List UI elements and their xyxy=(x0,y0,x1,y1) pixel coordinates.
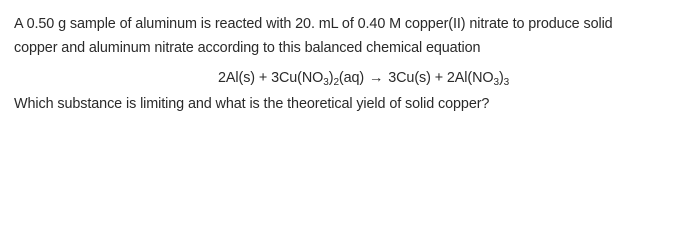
equation-products: 3Cu(s) + 2Al(NO xyxy=(388,70,494,86)
equation-reactants: 2Al(s) + 3Cu(NO xyxy=(218,70,324,86)
problem-line-1: A 0.50 g sample of aluminum is reacted with 20. mL of 0.40 M copper(II) nitrate to produce solid xyxy=(14,16,613,32)
subscript: 2 xyxy=(333,77,339,88)
equation-paren: ) xyxy=(498,70,504,86)
question-line: Which substance is limiting and what is the theoretical yield of solid copper? xyxy=(14,96,490,112)
subscript: 3 xyxy=(323,77,329,88)
problem-line-2: copper and aluminum nitrate according to this balanced chemical equation xyxy=(14,40,481,56)
subscript: 3 xyxy=(503,77,510,88)
equation-state: (aq) xyxy=(338,70,365,86)
balanced-equation xyxy=(218,68,509,88)
subscript: 3 xyxy=(493,77,499,88)
equation-paren: ) xyxy=(328,70,334,86)
reaction-arrow-icon: → xyxy=(369,70,384,86)
